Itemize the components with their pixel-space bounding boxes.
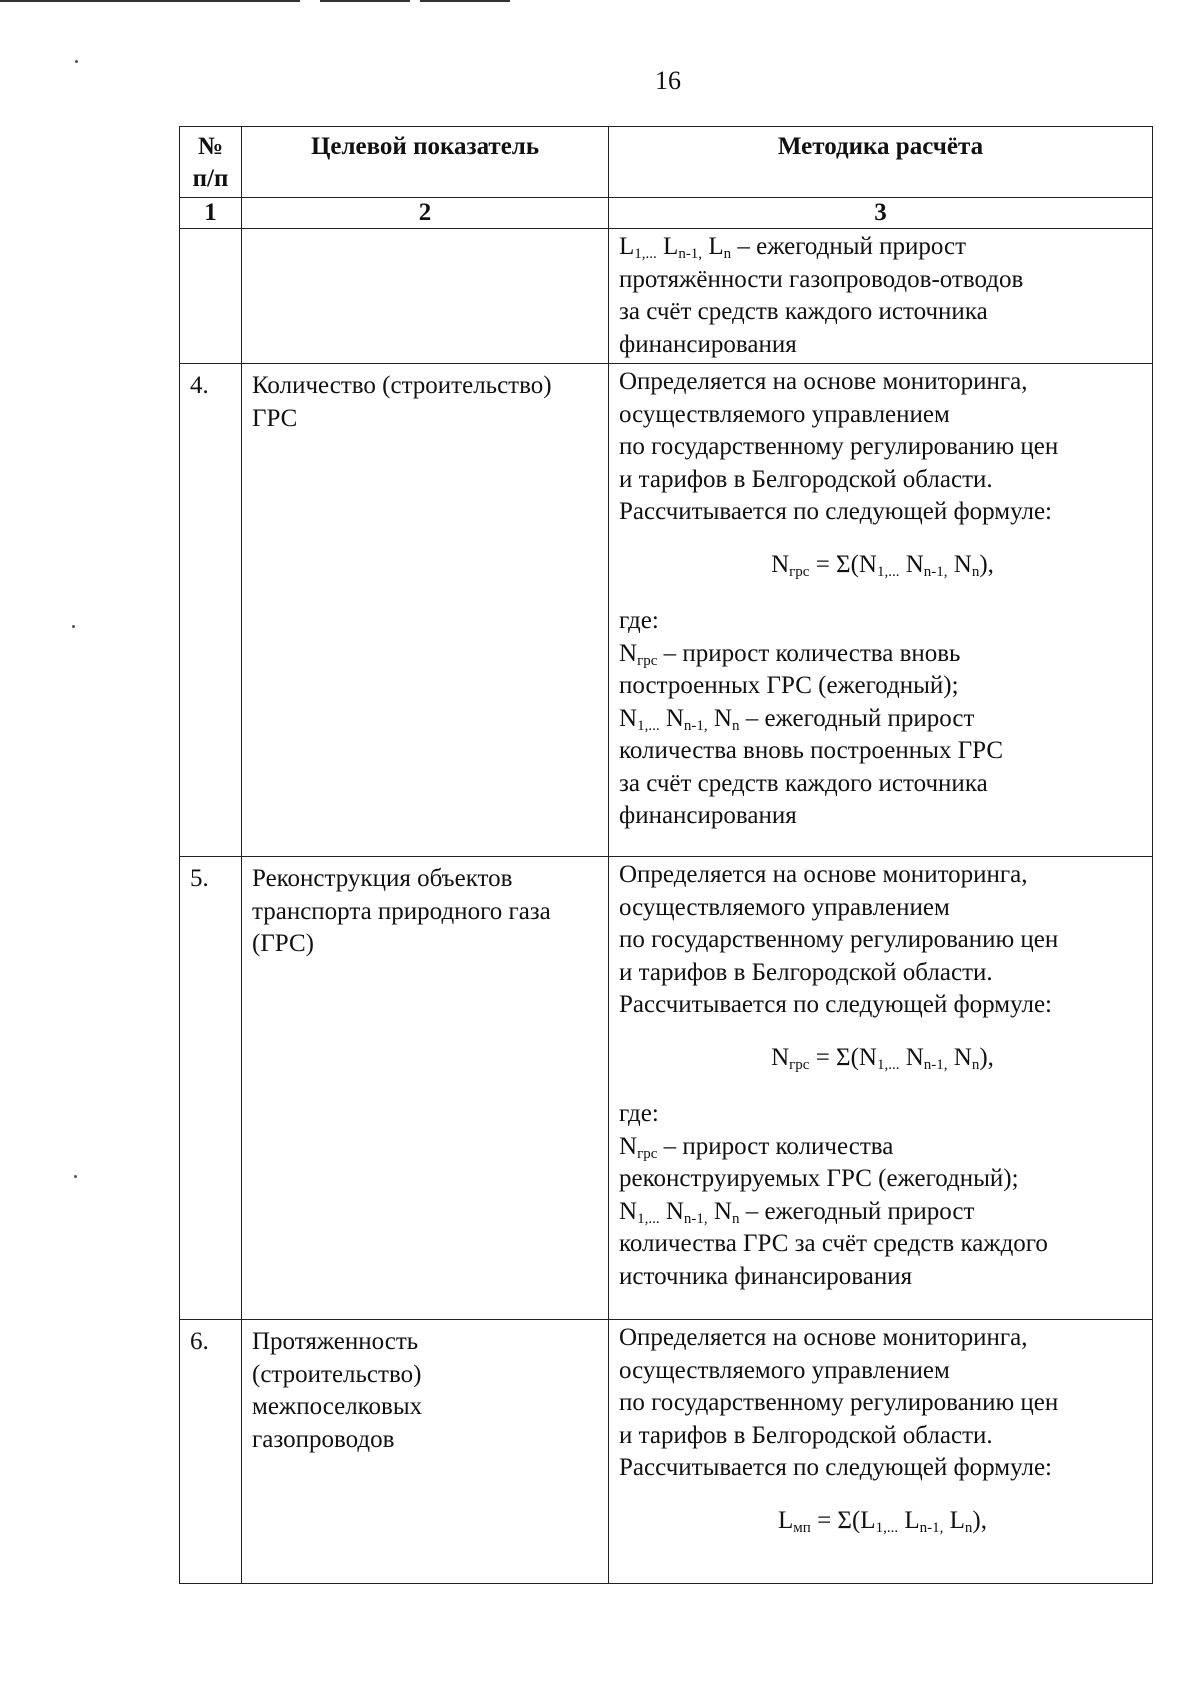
method-line: Определяется на основе мониторинга, — [619, 861, 1028, 888]
table-row — [180, 857, 1153, 1320]
header-indicator: Целевой показатель — [242, 127, 609, 198]
indicator-line: Реконструкция объектов — [252, 865, 513, 892]
margin-speck — [74, 1175, 77, 1178]
legend-line: $N_{1,...}$ $N_{n-1,}$ $N_n$ – ежегодный прирост — [619, 704, 975, 734]
table-row-continuation — [180, 229, 1153, 364]
header-number — [180, 127, 242, 198]
legend-line: построенных ГРС (ежегодный); — [619, 672, 959, 699]
legend-line: за счёт средств каждого источника — [619, 769, 988, 797]
indicator-line: транспорта природного газа — [252, 897, 551, 925]
column-number: 2 — [242, 198, 609, 229]
method-line: по государственному регулированию цен — [619, 433, 1059, 460]
table-row — [180, 364, 1153, 857]
method-line: осуществляемого управлением — [619, 893, 950, 921]
indicator-line: Количество (строительство) — [252, 372, 552, 399]
column-number-row — [180, 198, 1153, 229]
where-label: где: — [619, 607, 659, 634]
header-number-line: п/п — [192, 165, 229, 192]
legend-line: $N_{грс}$ – прирост количества вновь — [619, 639, 961, 669]
method-line: и тарифов в Белгородской области. — [619, 465, 993, 493]
where-label: где: — [619, 1100, 659, 1127]
legend-line: $N_{грс}$ – прирост количества — [619, 1132, 894, 1162]
table-header-row — [180, 127, 1153, 198]
method-cell — [609, 1320, 1153, 1584]
margin-speck — [75, 60, 78, 63]
method-line: Определяется на основе мониторинга, — [619, 1324, 1028, 1351]
method-cell — [609, 229, 1153, 364]
indicator-line: (ГРС) — [252, 930, 314, 957]
method-cell — [609, 364, 1153, 857]
legend-line: количества ГРС за счёт средств каждого — [619, 1230, 1048, 1257]
indicator-cell — [242, 229, 609, 364]
indicator-cell — [242, 857, 609, 1320]
method-line: Рассчитывается по следующей формуле: — [619, 498, 1053, 525]
legend-line: реконструируемых ГРС (ежегодный); — [619, 1165, 1019, 1192]
method-line: и тарифов в Белгородской области. — [619, 958, 993, 986]
table-row — [180, 1320, 1153, 1584]
method-line: осуществляемого управлением — [619, 1356, 950, 1384]
legend-line: количества вновь построенных ГРС — [619, 737, 1004, 764]
indicator-line: ГРС — [252, 404, 298, 432]
header-number-line: № — [197, 133, 224, 160]
row-number: 4. — [180, 364, 242, 857]
method-line: финансирования — [619, 330, 797, 358]
page-number: 16 — [655, 66, 681, 95]
margin-speck — [72, 625, 75, 628]
indicator-line: (строительство) — [252, 1360, 422, 1388]
method-line: Рассчитывается по следующей формуле: — [619, 991, 1053, 1018]
formula: $L_{мп} = \Sigma(L_{1,...}$ $L_{n-1,}$ $L_n$), — [778, 1506, 987, 1536]
indicator-cell — [242, 364, 609, 857]
indicator-line: межпоселковых — [252, 1393, 423, 1420]
header-method: Методика расчёта — [609, 127, 1153, 198]
method-line: осуществляемого управлением — [619, 400, 950, 428]
column-number: 3 — [609, 198, 1153, 229]
row-number: 5. — [180, 857, 242, 1320]
row-number-cell — [180, 229, 242, 364]
method-line: за счёт средств каждого источника — [619, 298, 988, 325]
scan-edge-line — [320, 0, 410, 2]
method-line: по государственному регулированию цен — [619, 926, 1059, 953]
indicator-line: Протяженность — [252, 1328, 419, 1355]
indicator-line: газопроводов — [252, 1425, 395, 1453]
row-number: 6. — [180, 1320, 242, 1584]
method-line: по государственному регулированию цен — [619, 1389, 1059, 1416]
method-line: и тарифов в Белгородской области. — [619, 1421, 993, 1449]
formula: $N_{грс} = \Sigma(N_{1,...}$ $N_{n-1,}$ $N_n$), — [771, 1043, 994, 1073]
method-line: протяжённости газопроводов-отводов — [619, 265, 1024, 293]
column-number: 1 — [180, 198, 242, 229]
legend-line: $N_{1,...}$ $N_{n-1,}$ $N_n$ – ежегодный прирост — [619, 1197, 975, 1227]
scan-edge-line — [0, 0, 300, 2]
formula: $N_{грс} = \Sigma(N_{1,...}$ $N_{n-1,}$ $N_n$), — [771, 550, 994, 580]
legend-line: источника финансирования — [619, 1262, 913, 1290]
indicator-table — [179, 126, 1153, 1584]
legend-line: $L_{1,...}$ $L_{n-1,}$ $L_n$ – ежегодный прирост — [619, 233, 967, 262]
method-cell — [609, 857, 1153, 1320]
indicator-cell — [242, 1320, 609, 1584]
method-line: Рассчитывается по следующей формуле: — [619, 1454, 1053, 1481]
method-line: Определяется на основе мониторинга, — [619, 368, 1028, 395]
scan-edge-line — [420, 0, 510, 2]
legend-line: финансирования — [619, 802, 797, 829]
